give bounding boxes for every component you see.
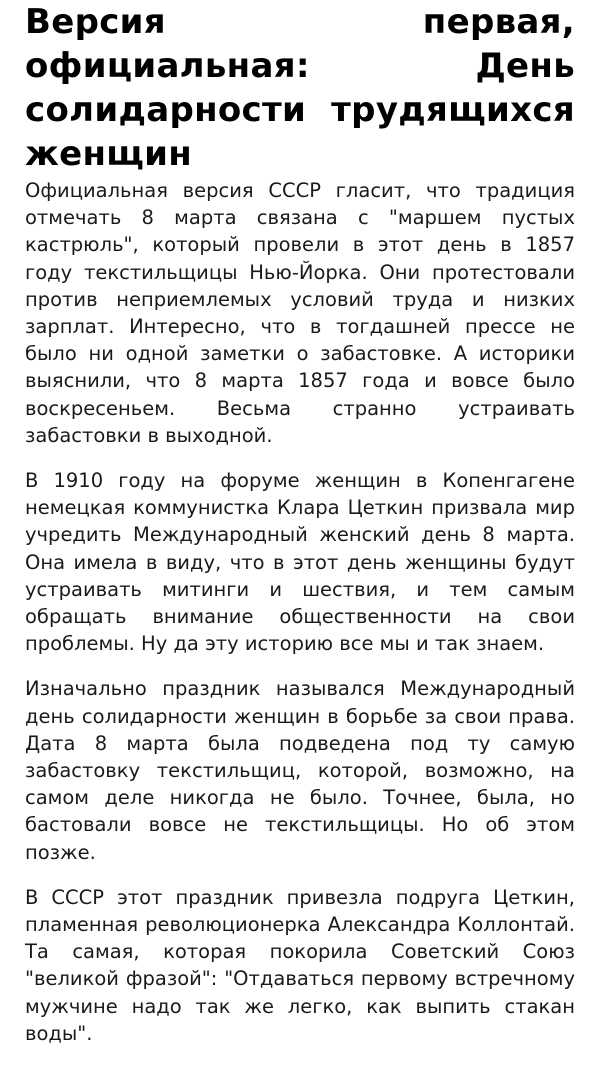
paragraph-official-version: Официальная версия СССР гласит, что традиция отмечать 8 марта связана с "маршем пустых кастрюль", который провели в этот день в 1857 году текстильщицы Нью-Йорка. Они протестовали против неприемлемых условий труда и низких зарплат. Интересно, что в тогдашней прессе не было ни одной заметки о забастовке. А историки выяснили, что 8 марта 1857 года и вовсе было воскресеньем. Весьма странно устраивать забастовки в выходной. <box>25 179 575 447</box>
paragraph-original-name: Изначально праздник назывался Международный день солидарности женщин в борьбе за свои права. Дата 8 марта была подведена под ту самую забастовку текстильщиц, которой, возможно, на самом деле никогда не было. Точнее, была, но бастовали вовсе не текстильщицы. Но об этом позже. <box>25 677 575 864</box>
section-heading: Версия первая, официальная: День солидарности трудящихся женщин <box>25 2 575 174</box>
paragraph-copenhagen-1910: В 1910 году на форуме женщин в Копенгагене немецкая коммунистка Клара Цеткин призвала мир учредить Международный женский день 8 марта. Она имела в виду, что в этот день женщины будут устраивать митинги и шествия, и тем самым обращать внимание общественности на свои проблемы. Ну да эту историю все мы и так знаем. <box>25 469 575 656</box>
paragraph-ussr-kollontai: В СССР этот праздник привезла подруга Цеткин, пламенная революционерка Александра Коллонтай. Та самая, которая покорила Советский Союз "великой фразой": "Отдаваться первому встречному мужчине надо так же легко, как выпить стакан воды". <box>25 885 575 1045</box>
